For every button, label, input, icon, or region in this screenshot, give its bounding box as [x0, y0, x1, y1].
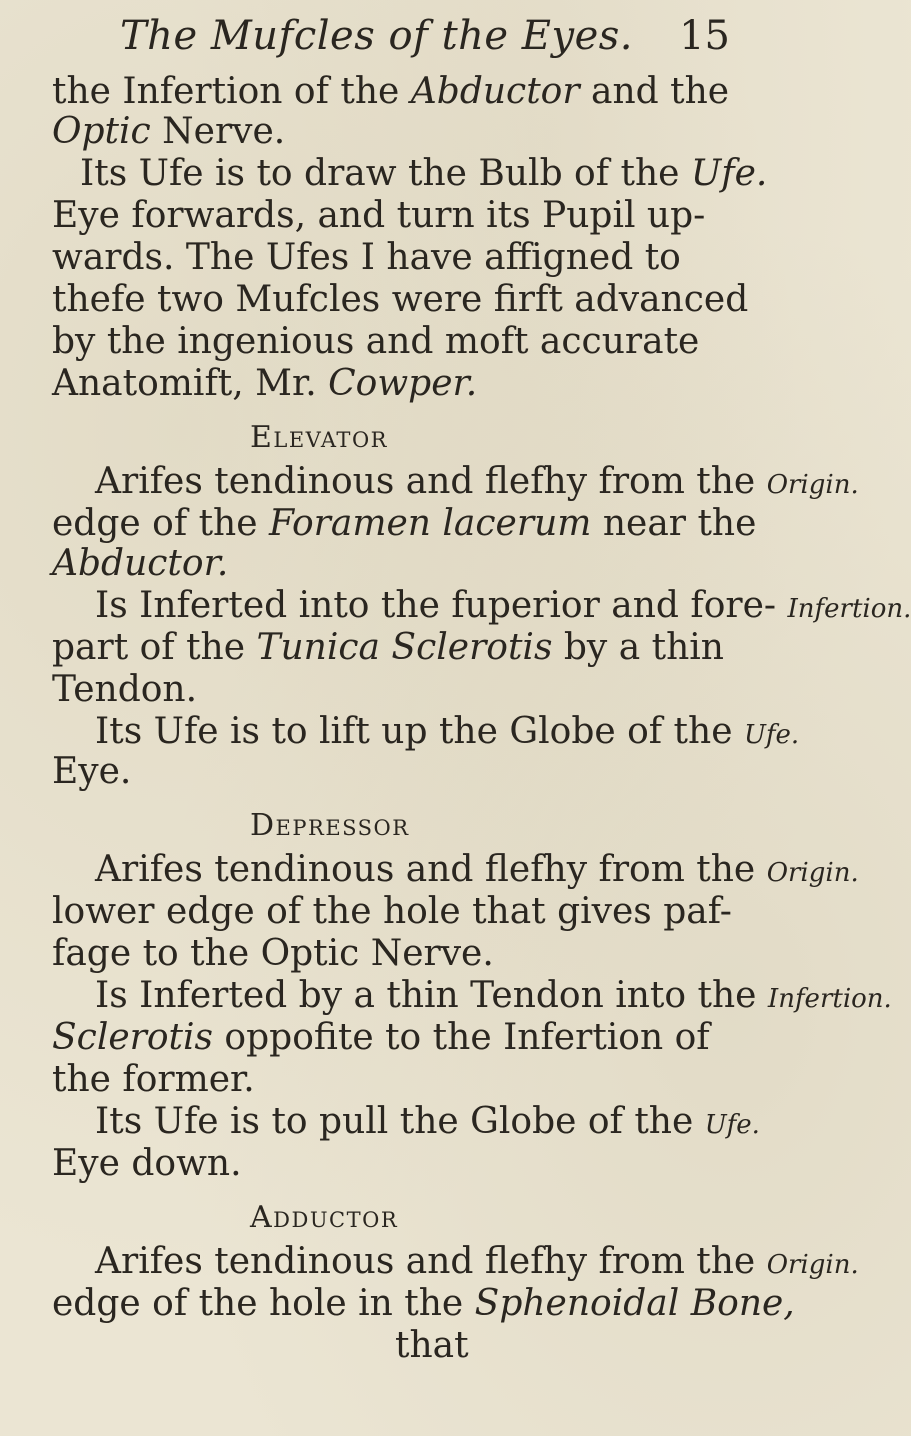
- text-line: [52, 544, 228, 584]
- text-line: [52, 628, 724, 668]
- text-line: [95, 976, 892, 1019]
- text-run: Eye.: [52, 751, 132, 792]
- text-run: Nerve.: [150, 111, 286, 152]
- text-line: [52, 112, 285, 152]
- text-line: [95, 850, 859, 893]
- text-line: [52, 504, 756, 544]
- italic-run: Optic: [52, 111, 151, 152]
- text-run: edge of the hole in the: [52, 1283, 475, 1324]
- italic-run: Abductor: [410, 71, 580, 112]
- marginal-note: Origin.: [766, 858, 859, 888]
- text-line: [95, 712, 799, 755]
- text-run: Arifes tendinous and flefhy from the: [95, 849, 767, 890]
- text-run: Its Ufe is to lift up the Globe of the: [95, 711, 744, 752]
- text-line: [52, 1060, 255, 1100]
- text-run: by a thin: [552, 627, 724, 668]
- text-run: Arifes tendinous and flefhy from the: [95, 461, 767, 502]
- text-run: part of the: [52, 627, 257, 668]
- italic-run: Tunica Sclerotis: [256, 627, 553, 668]
- running-head: [120, 14, 760, 58]
- text-line: [95, 586, 911, 629]
- text-line: [52, 670, 197, 710]
- text-run: Tendon.: [52, 669, 198, 710]
- text-run: Arifes tendinous and flefhy from the: [95, 1241, 767, 1282]
- italic-run: Abductor.: [52, 543, 229, 584]
- page-number: 15: [679, 13, 730, 59]
- text-line: [52, 1144, 242, 1184]
- text-run: lower edge of the hole that gives paf-: [52, 891, 732, 932]
- section-heading: Adductor: [250, 1200, 399, 1235]
- text-run: the Infertion of the: [52, 71, 411, 112]
- running-title: The Mufcles of the Eyes.: [120, 13, 633, 59]
- section-heading: Elevator: [250, 420, 388, 455]
- italic-run: Ufe.: [690, 153, 768, 194]
- text-line: [95, 462, 859, 505]
- text-run: edge of the: [52, 503, 269, 544]
- marginal-note: Ufe.: [704, 1110, 760, 1140]
- text-run: that: [395, 1325, 469, 1366]
- text-line: [52, 934, 494, 974]
- text-run: oppofite to the Infertion of: [212, 1017, 710, 1058]
- marginal-note: Infertion.: [767, 984, 892, 1014]
- text-run: Eye forwards, and turn its Pupil up-: [52, 195, 706, 236]
- italic-run: Cowper.: [328, 363, 478, 404]
- text-run: Anatomift, Mr.: [52, 363, 329, 404]
- marginal-note: Origin.: [766, 1250, 859, 1280]
- text-line: [52, 72, 729, 112]
- text-run: Is Inferted by a thin Tendon into the: [95, 975, 768, 1016]
- text-line: [52, 1284, 795, 1324]
- text-line: [52, 322, 699, 362]
- text-run: Is Inferted into the fuperior and fore-: [95, 585, 788, 626]
- italic-run: Foramen lacerum: [268, 503, 592, 544]
- text-run: Its Ufe is to pull the Globe of the: [95, 1101, 705, 1142]
- text-line: [95, 1102, 760, 1145]
- section-heading: Depressor: [250, 808, 410, 843]
- marginal-note: Infertion.: [787, 594, 911, 624]
- text-line: [52, 238, 681, 278]
- text-run: Eye down.: [52, 1143, 242, 1184]
- text-line: [52, 196, 705, 236]
- marginal-note: Origin.: [766, 470, 859, 500]
- text-run: the former.: [52, 1059, 255, 1100]
- text-line: [52, 280, 748, 320]
- text-line: [52, 1018, 710, 1058]
- text-line: [52, 892, 732, 932]
- text-run: thefe two Mufcles were firft advanced: [52, 279, 749, 320]
- text-run: by the ingenious and moft accurate: [52, 321, 700, 362]
- text-run: near the: [591, 503, 757, 544]
- text-line: [52, 364, 477, 404]
- text-run: wards. The Ufes I have affigned to: [52, 237, 681, 278]
- text-line: [52, 752, 131, 792]
- text-run: and the: [579, 71, 730, 112]
- italic-run: Sclerotis: [52, 1017, 213, 1058]
- text-run: Its Ufe is to draw the Bulb of the: [80, 153, 691, 194]
- text-line: [95, 1242, 859, 1285]
- italic-run: Sphenoidal Bone,: [474, 1283, 795, 1324]
- marginal-note: Ufe.: [743, 720, 800, 750]
- text-line: [395, 1326, 469, 1366]
- text-line: [80, 154, 767, 194]
- text-run: fage to the Optic Nerve.: [52, 933, 494, 974]
